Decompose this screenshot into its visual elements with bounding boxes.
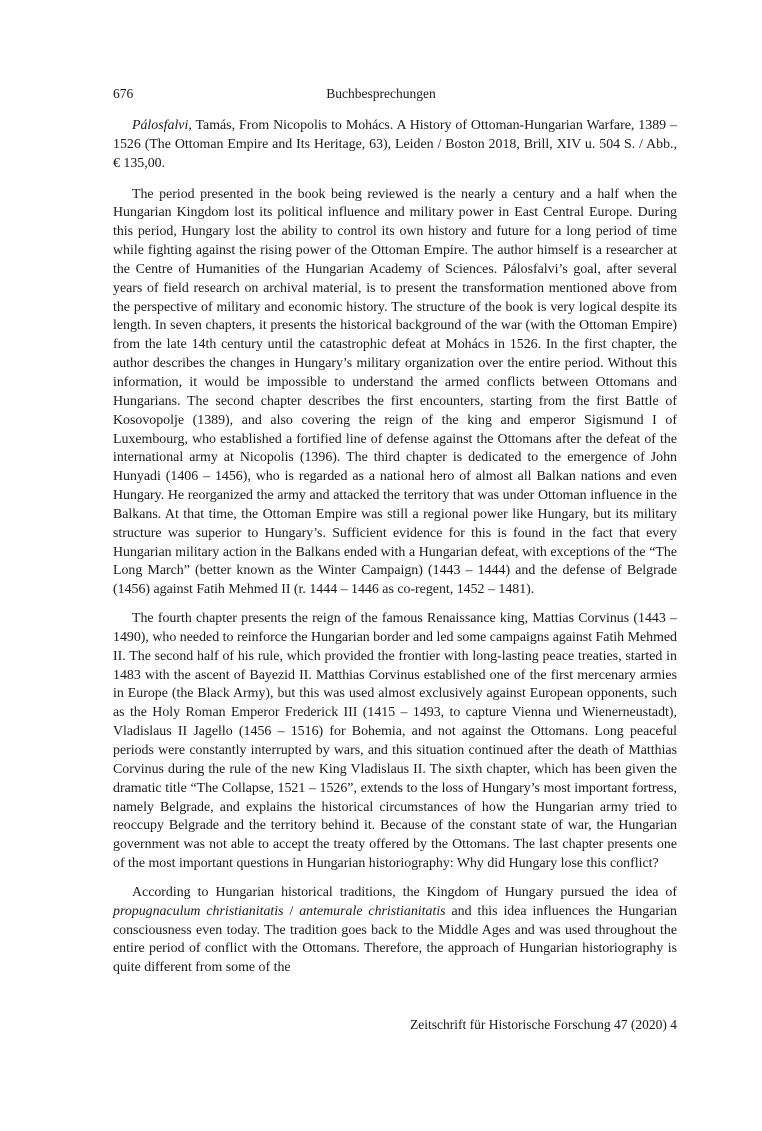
paragraph-3-separator: /	[283, 903, 300, 919]
paragraph-1: The period presented in the book being reviewed is the nearly a century and a half when the Hungarian Kingdom lost its political influence and military power in East Central Europe. During this period, Hungary lost the ability to control its own history and future for a long period of time while fighting against the rising power of the Ottoman Empire. The author himself is a researcher at the Centre of Humanities of the Hungarian Academy of Sciences. Pálosfalvi’s goal, after several years of field research on archival material, is to present the transformation mentioned above from the perspective of military and economic history. The structure of the book is very logical despite its length. In seven chapters, it presents the historical background of the war (with the Ottoman Empire) from the late 14th century until the catastrophic defeat at Mohács in 1526. In the first chapter, the author describes the changes in Hungary’s military organization over the entire period. Without this information, it would be impossible to understand the armed conflicts between Ottomans and Hungarians. The second chapter describes the first encounters, starting from the first Battle of Kosovopolje (1389), and also covering the reign of the king and emperor Sigismund I of Luxembourg, who established a fortified line of defense against the Ottomans after the defeat of the international army at Nicopolis (1396). The third chapter is dedicated to the emergence of John Hunyadi (1406 – 1456), who is regarded as a national hero of almost all Balkan nations and even Hungary. He reorganized the army and attacked the territory that was under Ottoman influence in the Balkans. At that time, the Ottoman Empire was still a regional power like Hungary, but its military structure was superior to Hungary’s. Sufficient evidence for this is found in the fact that every Hungarian military action in the Balkans ended with a Hungarian defeat, with exceptions of the “The Long March” (better known as the Winter Campaign) (1443 – 1444) and the defense of Belgrade (1456) against Fatih Mehmed II (r. 1444 – 1446 as co-regent, 1452 – 1481).	[113, 186, 677, 598]
paragraph-3-part-c: and this idea influences the Hungarian consciousness even today. The tradition goes back to the Middle Ages and was used throughout the entire period of conflict with the Ottomans. Therefore, the approach of Hungarian historiography is quite different from some of the	[113, 903, 677, 976]
paragraph-3	[113, 884, 677, 978]
paragraph-3-latin-term-2: antemurale christianitatis	[299, 903, 446, 919]
citation-text: Tamás, From Nicopolis to Mohács. A History of Ottoman-Hungarian Warfare, 1389 – 1526 (The Ottoman Empire and Its Heritage, 63), Leiden / Boston 2018, Brill, XIV u. 504 S. / Abb., € 135,00.	[113, 118, 677, 171]
running-title: Buchbesprechungen	[326, 86, 436, 101]
review-body	[113, 117, 677, 988]
citation	[113, 117, 677, 174]
journal-footer: Zeitschrift für Historische Forschung 47 (2020) 4	[410, 1017, 677, 1032]
paragraph-3-latin-term-1: propugnaculum christianitatis	[113, 903, 284, 919]
citation-author: Pálosfalvi,	[132, 118, 192, 133]
page-number: 676	[113, 86, 134, 101]
paragraph-3-part-a: According to Hungarian historical traditions, the Kingdom of Hungary pursued the idea of	[132, 884, 677, 900]
paragraph-2: The fourth chapter presents the reign of the famous Renaissance king, Mattias Corvinus (1443 – 1490), who needed to reinforce the Hungarian border and led some campaigns against Fatih Mehmed II. The second half of his rule, which provided the frontier with long-lasting peace treaties, started in 1483 with the ascent of Bayezid II. Matthias Corvinus established one of the first mercenary armies in Europe (the Black Army), but this was used almost exclusively against European opponents, such as the Holy Roman Emperor Frederick III (1415 – 1493, to capture Vienna und Wienerneustadt), Vladislaus II Jagello (1456 – 1516) for Bohemia, and not against the Ottomans. Long peaceful periods were constantly interrupted by wars, and this situation continued after the death of Matthias Corvinus during the rule of the new King Vladislaus II. The sixth chapter, which has been given the dramatic title “The Collapse, 1521 – 1526”, extends to the loss of Hungary’s most important fortress, namely Belgrade, and explains the historical circumstances of how the Hungarian army tried to reoccupy Belgrade and the territory behind it. Because of the constant state of war, the Hungarian government was not able to accept the treaty offered by the Ottomans. The last chapter presents one of the most important questions in Hungarian historiography: Why did Hungary lose this conflict?	[113, 611, 677, 872]
